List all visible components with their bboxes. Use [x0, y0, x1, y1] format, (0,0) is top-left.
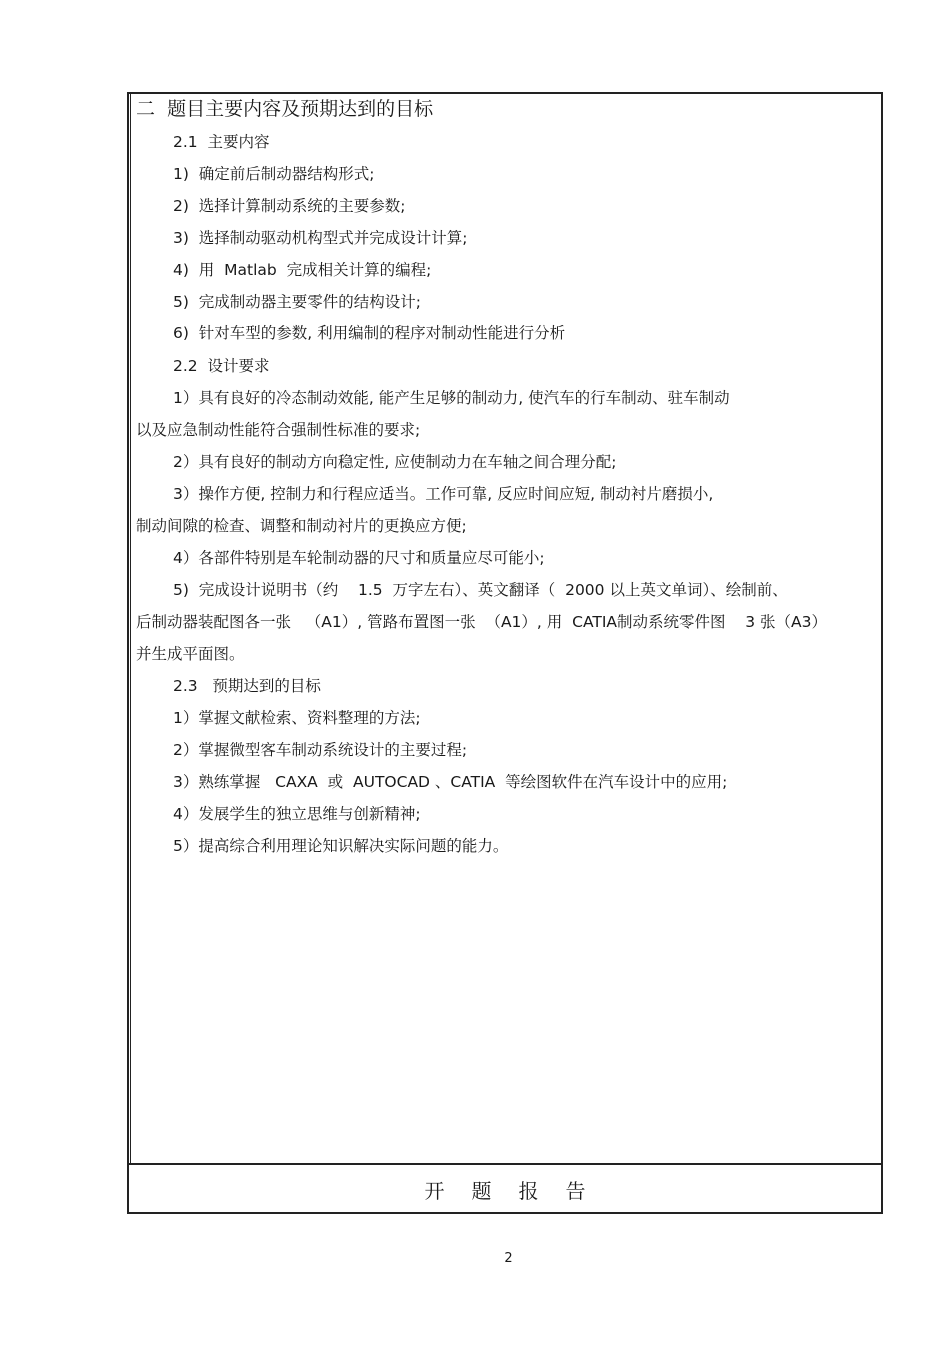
section-heading: 二 题目主要内容及预期达到的目标	[136, 98, 434, 120]
requirement-3-line-1: 3）操作方便, 控制力和行程应适当。工作可靠, 反应时间应短, 制动衬片磨损小,	[173, 485, 714, 503]
subsection-2-2-title: 2.2 设计要求	[173, 357, 270, 375]
content-item: 3) 选择制动驱动机构型式并完成设计计算;	[173, 229, 468, 247]
goal-item: 1）掌握文献检索、资料整理的方法;	[173, 709, 421, 727]
goal-item: 5）提高综合利用理论知识解决实际问题的能力。	[173, 837, 509, 855]
requirement-2: 2）具有良好的制动方向稳定性, 应使制动力在车轴之间合理分配;	[173, 453, 617, 471]
goal-item: 3）熟练掌握 CAXA 或 AUTOCAD 、CATIA 等绘图软件在汽车设计中的应用;	[173, 773, 728, 791]
content-item: 4) 用 Matlab 完成相关计算的编程;	[173, 261, 432, 279]
requirement-1-line-1: 1）具有良好的冷态制动效能, 能产生足够的制动力, 使汽车的行车制动、驻车制动	[173, 389, 730, 407]
requirement-5-line-2: 后制动器装配图各一张 （A1）, 管路布置图一张 （A1）, 用 CATIA制动系统零件图 3 张（A3）	[136, 613, 827, 631]
table-inner-border	[130, 94, 131, 1165]
content-item: 6) 针对车型的参数, 利用编制的程序对制动性能进行分析	[173, 324, 566, 342]
goal-item: 2）掌握微型客车制动系统设计的主要过程;	[173, 741, 468, 759]
content-item: 5) 完成制动器主要零件的结构设计;	[173, 293, 421, 311]
goal-item: 4）发展学生的独立思维与创新精神;	[173, 805, 421, 823]
page-number: 2	[504, 1251, 513, 1266]
subsection-2-3-title: 2.3 预期达到的目标	[173, 677, 321, 695]
requirement-3-line-2: 制动间隙的检查、调整和制动衬片的更换应方便;	[136, 517, 467, 535]
requirement-5-line-1: 5) 完成设计说明书（约 1.5 万字左右）、英文翻译（ 2000 以上英文单词）、绘制前、	[173, 581, 788, 599]
requirement-1-line-2: 以及应急制动性能符合强制性标准的要求;	[136, 421, 421, 439]
subsection-2-1-title: 2.1 主要内容	[173, 133, 270, 151]
content-item: 1) 确定前后制动器结构形式;	[173, 165, 375, 183]
report-section-title: 开题报告	[424, 1179, 613, 1203]
requirement-4: 4）各部件特别是车轮制动器的尺寸和质量应尽可能小;	[173, 549, 545, 567]
content-item: 2) 选择计算制动系统的主要参数;	[173, 197, 406, 215]
requirement-5-line-3: 并生成平面图。	[136, 645, 245, 663]
